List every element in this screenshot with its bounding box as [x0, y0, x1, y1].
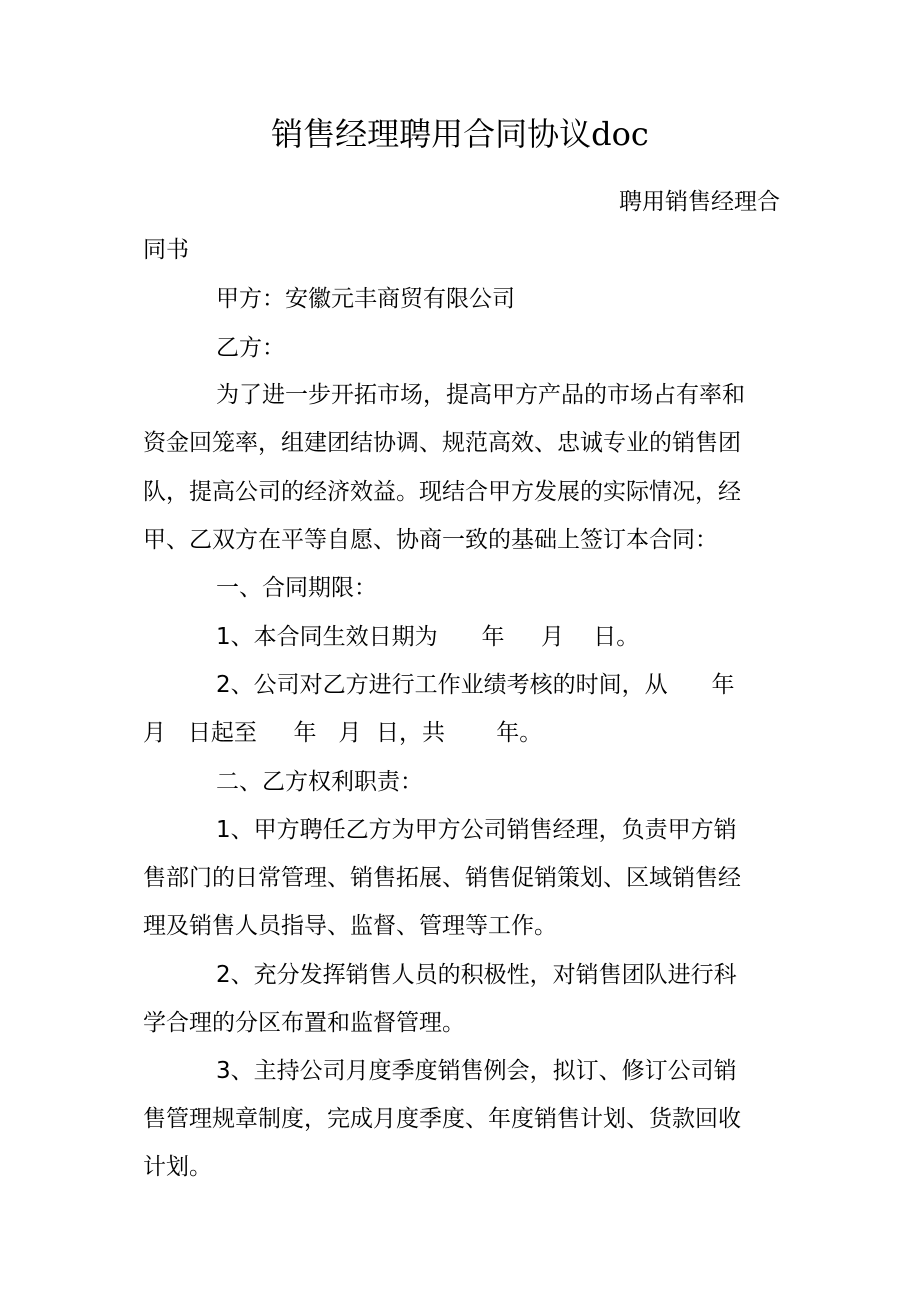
section-1-item-2-line-1: 2、公司对乙方进行工作业绩考核的时间，从 年	[216, 672, 735, 698]
section-1-item-1: 1、本合同生效日期为 年 月 日。	[216, 624, 640, 650]
intro-line-1: 为了进一步开拓市场，提高甲方产品的市场占有率和	[216, 382, 745, 408]
section-2-item-1-line-2: 售部门的日常管理、销售拓展、销售促销策划、区域销售经	[143, 865, 741, 891]
section-2-item-3-line-3: 计划。	[143, 1154, 212, 1180]
intro-line-4: 甲、乙双方在平等自愿、协商一致的基础上签订本合同：	[143, 527, 718, 553]
section-2-item-3-line-1: 3、主持公司月度季度销售例会，拟订、修订公司销	[216, 1058, 737, 1084]
document-title: 销售经理聘用合同协议doc	[271, 115, 649, 153]
section-2-item-2-line-1: 2、充分发挥销售人员的积极性，对销售团队进行科	[216, 962, 737, 988]
intro-line-3: 队，提高公司的经济效益。现结合甲方发展的实际情况，经	[143, 479, 741, 505]
section-2-item-3-line-2: 售管理规章制度，完成月度季度、年度销售计划、货款回收	[143, 1106, 741, 1132]
intro-line-2: 资金回笼率，组建团结协调、规范高效、忠诚专业的销售团	[143, 430, 741, 456]
contract-name-line-2: 同书	[143, 237, 189, 263]
section-2-item-2-line-2: 学合理的分区布置和监督管理。	[143, 1010, 465, 1036]
section-1-heading: 一、合同期限：	[216, 575, 377, 601]
contract-name-line-1: 聘用销售经理合	[619, 189, 780, 215]
section-2-item-1-line-1: 1、甲方聘任乙方为甲方公司销售经理，负责甲方销	[216, 817, 737, 843]
section-1-item-2-line-2: 月 日起至 年 月 日，共 年。	[143, 720, 543, 746]
party-a: 甲方：安徽元丰商贸有限公司	[216, 286, 515, 312]
section-2-heading: 二、乙方权利职责：	[216, 769, 423, 795]
party-b: 乙方：	[216, 335, 285, 361]
section-2-item-1-line-3: 理及销售人员指导、监督、管理等工作。	[143, 913, 557, 939]
